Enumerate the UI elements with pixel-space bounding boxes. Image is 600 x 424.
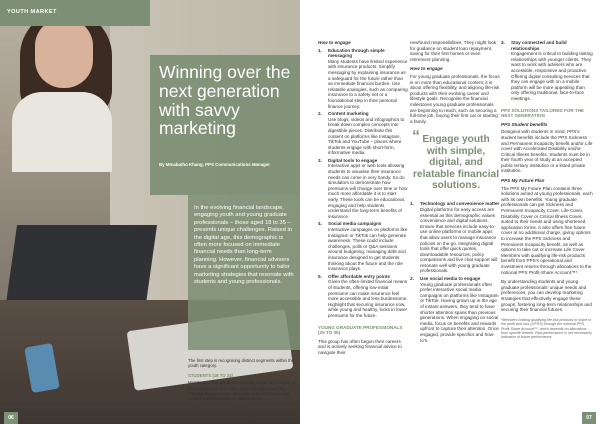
section-label: YOUTH MARKET [7, 9, 57, 15]
lower-left-text [188, 358, 296, 402]
students-body: Members of this group are typically in the early stages of financial literacy and often seek affordable ways to manage their finances, understand student loans and explore basic investment opportunities. [188, 380, 296, 402]
list-item-body: Interactive apps or web tools allowing students to visualise their insurance needs can come in very handy. So do simulators to demonstrate how premiums will change over time or how much more affordable it is to start early. These tools can be educational, engaging and help students understand the long-term benefits of insurance. [328, 163, 408, 219]
list-item-body: Digital platforms for easy access are essential as this demographic values convenience and digital solutions. Ensure that services include easy-to-use online platforms or mobile apps that allow users to manage insurance policies on the go. Integrating digital tools that offer quick quotes, downloadable resources, policy comparisons and live chat support will resonate well with young graduate professionals. [420, 206, 498, 274]
solutions-subhead: PPS SOLUTIONS TAILORED FOR THE NEXT GENERATION [501, 107, 585, 119]
students-subhead: STUDENTS (18 TO 24) [188, 372, 234, 378]
col2-heading: How to engage [410, 66, 443, 72]
list-item-body: Given the often-limited financial means of students, offering low-initial premiums can make insurance feel more accessible and less burdensome. Highlight that securing insurance now, while young and healthy, locks in lower premiums for the future. [328, 279, 408, 318]
section-tab [0, 0, 150, 26]
list-item-number: 3. [501, 40, 505, 45]
list-item-number: 2. [318, 111, 322, 117]
list-item-title: Social media campaigns [328, 221, 382, 227]
list-item-title: Use social media to engage [420, 276, 481, 282]
photo-person-shirt [12, 92, 112, 172]
headline: Winning over the next generation with savvy marketing [159, 62, 291, 139]
list-item-body: Many students have limited experience with insurance products. Simplify messaging by explaining insurance as a safeguard for the future rather than an immediate financial burden. Use relatable analogies, such as comparing insurance to a safety net or a foundational step in their personal finance journey. [328, 58, 408, 109]
student-benefits-body: Designed with students in mind, PPS's student benefits include the PPS Sickness and Permanent Incapacity benefit and/or Life cover with Accelerated Disability and/or Critical Illness benefits. Students must be in their fourth year of study at an accepted public tertiary institution or a listed private institution. [501, 129, 593, 174]
list-item-title: Offer affordable entry points [328, 273, 391, 279]
list-item [318, 48, 408, 110]
list-item [410, 201, 500, 274]
list-item [318, 274, 408, 319]
future-plan-body: The PPS My Future Plan contains three solutions aimed at young professionals, each with its own benefits. Young graduate professionals can get Sickness and Permanent Incapacity Cover, Life Cover, Disability Cover or Critical Illness Cover, suited to their needs and using shortened application forms. It also offers free future cover at no additional charge, giving options to increase the PPS Sickness and Permanent Incapacity benefit, as well as options to take out or increase Life Cover. Members with qualifying life-risk products benefit from PPS's operational and investment returns through allocations to the notional PPS Profit-Share Account™*. [501, 185, 593, 275]
intro-text: In the evolving financial landscape, engaging youth and young graduate professionals – those aged 18 to 35 – presents unique challenges. Raised in the digital age, this demographic is often more focused on immediate financial needs than long-term planning. However, financial advisers have a significant opportunity to tailor marketing strategies that resonate with students and young professionals. [194, 205, 294, 286]
closing-paragraph: By understanding students and young graduate professionals' unique needs and preferences, you can develop marketing strategies that effectively engage these groups, fostering long-term relationships and securing their financial futures. [501, 279, 592, 313]
list-item-body: Use blogs, videos and infographics to break down complex concepts into digestible pieces. Distribute this content on platforms like Instagram, TikTok and YouTube – places where students engage with short-form, informative media. [328, 116, 405, 156]
column-2 [410, 40, 500, 345]
list-item [318, 158, 408, 220]
list-item [318, 111, 408, 156]
list-item-number: 5. [318, 273, 322, 279]
list-item-title: Digital tools to engage [328, 157, 378, 163]
title-panel [150, 55, 300, 195]
page-number-right: 07 [582, 412, 596, 424]
list-item [410, 276, 500, 343]
column-1 [318, 40, 408, 359]
list-item-title: Stay connected and build relationships [511, 40, 567, 51]
footnote: *Members holding qualifying life-risk products to share in the profit and loss (LIFRS) through the notional PPS Profit-Share Account™, which depends on allocations from specific benefit. Past performance is not necessarily indicative of future performance. [501, 317, 592, 340]
graduates-subhead: YOUNG GRADUATE PROFESSIONALS (25 TO 35) [318, 324, 403, 336]
pull-quote [412, 128, 500, 191]
top-bar [0, 0, 600, 26]
list-item-number: 1. [318, 47, 322, 53]
list-item [501, 40, 593, 102]
list-item-number: 3. [318, 157, 322, 163]
list-item-number: 4. [318, 221, 322, 227]
graduates-body: This group has often begun their careers and is actively seeking financial advice to navigate their [318, 338, 402, 355]
student-benefits-heading: PPS Student benefits [501, 121, 548, 127]
pull-quote-text: Engage youth with simple, digital, and relatable financial solutions. [412, 134, 500, 191]
list-item [318, 221, 408, 271]
list-item-number: 2. [410, 276, 414, 282]
list-item-body: Engagement is critical to building lasting relationships with younger clients. They want to work with advisers who are accessible, responsive and proactive. Offering digital consulting services that they can engage with on a mobile platform will be more appealing than only offering traditional, face-to-face meetings. [511, 51, 593, 101]
photo-person-face [35, 18, 93, 88]
list-item-body: Interactive campaigns on platforms like Instagram or TikTok can help generate awareness. These could include challenges, polls or Q&A sessions around budgeting, managing debt and insurance designed to get students thinking about the future and the role insurance plays. [328, 227, 408, 272]
col2-intro: newfound responsibilities. They might look for guidance on student loan repayment, saving for their first homes or even retirement planning. [410, 40, 497, 62]
list-item-number: 1. [410, 201, 414, 207]
list-item-title: Content marketing [328, 111, 369, 117]
future-plan-heading: PPS My Future Plan [501, 178, 545, 184]
byline: By Mmabatho Khang, PPS Communications Manager [159, 162, 271, 167]
list-item-title: Education through simple messaging [328, 47, 385, 59]
list-item-title: Technology and convenience matter [420, 201, 500, 207]
col1-heading: How to engage [318, 40, 351, 45]
quote-mark-icon: “ [412, 128, 420, 146]
intro-panel [188, 195, 300, 350]
column-3 [501, 40, 593, 340]
lower-left-lead: The first step is recognising distinct segments within the youth category. [188, 358, 295, 369]
col2-para: For young graduate professionals, the focus is on more than educational content; it is about offering flexibility, and aligning life-risk products with their evolving career and lifestyle goals. Recognise the financial milestones young graduate professionals are beginning to reach, such as securing a full-time job, buying their first car or starting a family. [410, 73, 500, 124]
page-number-left: 06 [4, 412, 18, 424]
list-item-body: Young graduate professionals often prefer interactive social media campaigns on platforms like Instagram or TikTok. Having grown up in the age of instant answers, they tend to have shorter attention spans than previous generations. When engaging on social media, focus on benefits and rewards upfront to capture their attention. Once engaged, provide specifics and how-to's. [420, 281, 499, 343]
